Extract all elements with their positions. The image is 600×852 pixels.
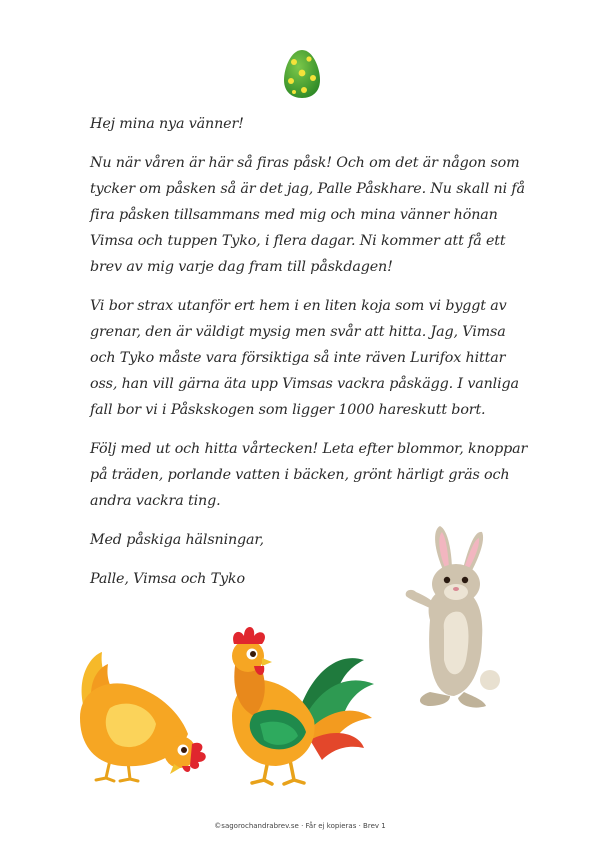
letter-paragraph-1: Nu när våren är här så firas påsk! Och om det är någon som tycker om påsken så är det jag, Palle Påskhare. Nu skall ni få fira påsken tillsammans med mig och mina vänner hönan Vimsa och tuppen Tyko, i flera dagar. Ni kommer att få ett brev av mig varje dag fram till påskdagen!: [90, 155, 525, 275]
letter-greeting: Hej mina nya vänner!: [90, 116, 244, 132]
rooster-illustration: [214, 620, 376, 792]
bunny-illustration: [398, 520, 510, 720]
hen-illustration: [70, 648, 210, 788]
letter-signature: Palle, Vimsa och Tyko: [90, 571, 245, 587]
letter-closing: Med påskiga hälsningar,: [90, 532, 264, 548]
easter-egg-icon: [282, 48, 322, 100]
footer-copyright: ©sagorochandrabrev.se · Får ej kopieras · Brev 1: [214, 822, 386, 830]
letter-paragraph-3: Följ med ut och hitta vårtecken! Leta efter blommor, knoppar på träden, porlande vatten i bäcken, grönt härligt gräs och andra vackra ting.: [90, 441, 528, 509]
letter-paragraph-2: Vi bor strax utanför ert hem i en liten koja som vi byggt av grenar, den är väldigt mysig men svår att hitta. Jag, Vimsa och Tyko måste vara försiktiga så inte räven Lurifox hittar oss, han vill gärna äta upp Vimsas vackra påskägg. I vanliga fall bor vi i Påskskogen som ligger 1000 hareskutt bort.: [90, 298, 519, 418]
